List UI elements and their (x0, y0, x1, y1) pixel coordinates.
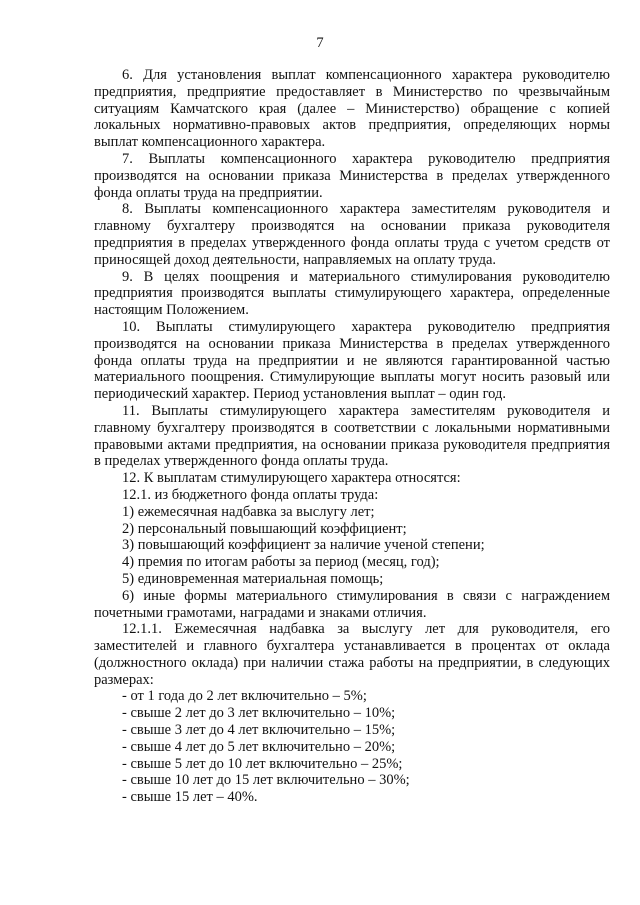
paragraph-9: 9. В целях поощрения и материального стимулирования руководителю предприятия производятся выплаты стимулирующего характера, определенные настоящим Положением. (94, 268, 610, 319)
paragraph-8: 8. Выплаты компенсационного характера заместителям руководителя и главному бухгалтеру производятся на основании приказа руководителя предприятия в пределах утвержденного фонда оплаты труда с учетом средств от приносящей доход деятельности, направляемых на оплату труда. (94, 201, 610, 268)
paragraph-7: 7. Выплаты компенсационного характера руководителю предприятия производятся на основании приказа Министерства в пределах утвержденного фонда оплаты труда на предприятии. (94, 150, 610, 201)
rate-item: - свыше 15 лет – 40%. (122, 789, 258, 806)
list-item: 4) премия по итогам работы за период (месяц, год); (122, 554, 440, 571)
paragraph-11: 11. Выплаты стимулирующего характера заместителям руководителя и главному бухгалтеру производятся в соответствии с локальными нормативными правовыми актами предприятия, на основании приказа руководителя предприятия в пределах утвержденного фонда оплаты труда. (94, 402, 610, 470)
list-item: 6) иные формы материального стимулирования в связи с награждением почетными грамотами, наградами и знаками отличия. (94, 587, 610, 621)
paragraph-12-1: 12.1. из бюджетного фонда оплаты труда: (122, 486, 379, 503)
rate-item: - свыше 5 лет до 10 лет включительно – 25%; (122, 755, 403, 772)
page-number: 7 (316, 35, 324, 51)
rate-item: - свыше 10 лет до 15 лет включительно – 30%; (122, 772, 410, 789)
list-item: 5) единовременная материальная помощь; (122, 570, 384, 587)
rate-item: - свыше 2 лет до 3 лет включительно – 10%; (122, 705, 396, 722)
list-item: 1) ежемесячная надбавка за выслугу лет; (122, 503, 375, 520)
rate-item: - свыше 3 лет до 4 лет включительно – 15%; (122, 722, 396, 739)
paragraph-10: 10. Выплаты стимулирующего характера руководителю предприятия производятся на основании приказа Министерства в пределах утвержденного фонда оплаты труда на предприятии и не являются гарантированной частью материального поощрения. Стимулирующие выплаты могут носить разовый или периодический характер. Период установления выплат – один год. (94, 318, 610, 403)
rate-item: - свыше 4 лет до 5 лет включительно – 20%; (122, 738, 396, 755)
paragraph-12: 12. К выплатам стимулирующего характера относятся: (122, 470, 461, 487)
rate-item: - от 1 года до 2 лет включительно – 5%; (122, 688, 367, 705)
paragraph-6: 6. Для установления выплат компенсационного характера руководителю предприятия, предприятие предоставляет в Министерство по чрезвычайным ситуациям Камчатского края (далее – Министерство) обращение с копией локальных нормативно-правовых актов предприятия, определяющих нормы выплат компенсационного характера. (94, 67, 610, 151)
paragraph-12-1-1: 12.1.1. Ежемесячная надбавка за выслугу лет для руководителя, его заместителей и главного бухгалтера устанавливается в процентах от оклада (должностного оклада) при наличии стажа работы на предприятии, в следующих размерах: (94, 621, 610, 688)
list-item: 2) персональный повышающий коэффициент; (122, 520, 407, 537)
list-item: 3) повышающий коэффициент за наличие ученой степени; (122, 537, 485, 554)
document-body (94, 67, 610, 806)
